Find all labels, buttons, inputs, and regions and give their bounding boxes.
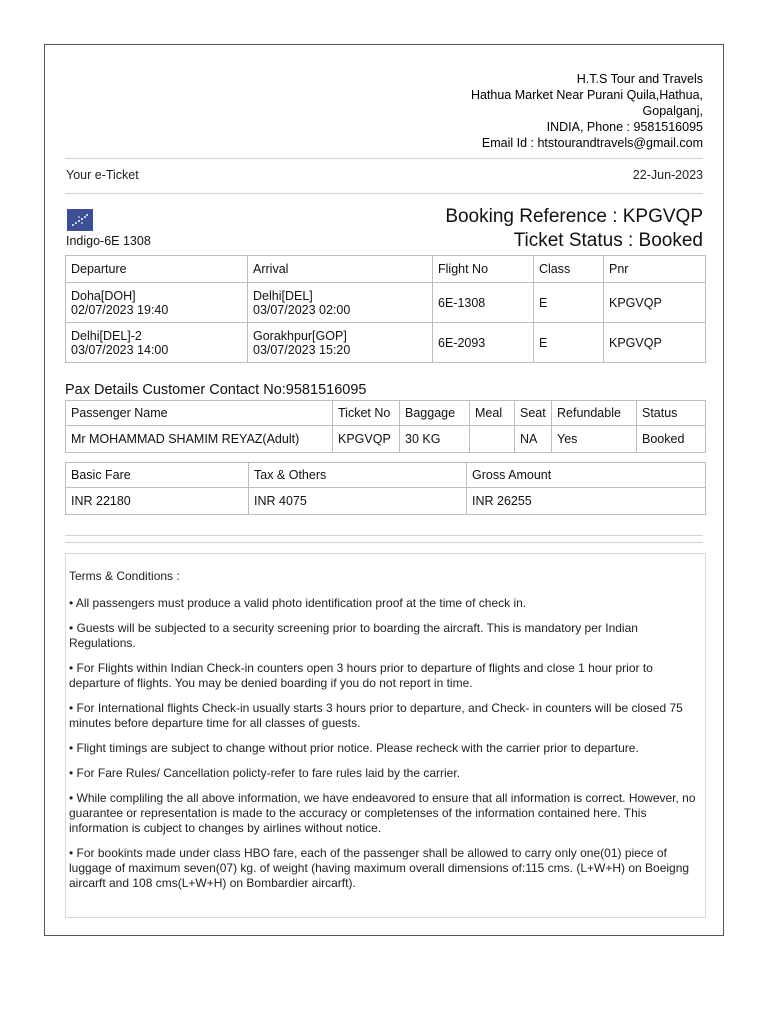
pax-details-title: Pax Details Customer Contact No:9581516095 [65, 382, 367, 398]
table-row [66, 488, 706, 515]
terms-and-conditions [65, 553, 706, 918]
column-header: Gross Amount [467, 463, 706, 488]
arrival-place: Gorakhpur[GOP] [253, 328, 347, 343]
seat: NA [515, 426, 552, 453]
arrival-place: Delhi[DEL] [253, 288, 313, 303]
column-header: Status [637, 401, 706, 426]
agency-address-line-1: Hathua Market Near Purani Quila,Hathua, [470, 88, 703, 102]
column-header: Ticket No [333, 401, 400, 426]
column-header: Seat [515, 401, 552, 426]
agency-name: H.T.S Tour and Travels [576, 72, 703, 86]
table-header-row [66, 463, 706, 488]
column-header: Class [534, 256, 604, 283]
terms-item: • While compliling the all above information, we have endeavored to ensure that all information is correct. However, no guarantee or representation is made to the accuracy or completenses of the information contained here. This information is cubject to changes by airlines without notice. [69, 791, 696, 835]
terms-item: • For International flights Check-in usually starts 3 hours prior to departure, and Check- in counters will be closed 75 minutes before departure time for all classes of guests. [69, 701, 683, 730]
indigo-logo-icon [67, 209, 93, 231]
arrival-time: 03/07/2023 02:00 [253, 302, 351, 317]
departure-place: Doha[DOH] [71, 288, 136, 303]
divider [65, 158, 703, 159]
agency-address-line-3: INDIA, Phone : 9581516095 [546, 120, 703, 134]
agency-address-line-2: Gopalganj, [642, 104, 703, 118]
arrival-cell [248, 323, 433, 363]
divider [65, 193, 703, 194]
basic-fare: INR 22180 [66, 488, 249, 515]
column-header: Basic Fare [66, 463, 249, 488]
baggage: 30 KG [400, 426, 470, 453]
column-header: Meal [470, 401, 515, 426]
gross-amount: INR 26255 [467, 488, 706, 515]
table-row [66, 426, 706, 453]
terms-title: Terms & Conditions : [69, 569, 180, 583]
agency-details [471, 71, 703, 151]
ticket-status: Ticket Status : Booked [513, 230, 703, 251]
arrival-cell [248, 283, 433, 323]
departure-place: Delhi[DEL]-2 [71, 328, 142, 343]
e-ticket-page [44, 44, 724, 936]
table-header-row [66, 256, 706, 283]
column-header: Arrival [248, 256, 433, 283]
eticket-label: Your e-Ticket [66, 168, 139, 182]
terms-item: • Guests will be subjected to a security screening prior to boarding the aircraft. This is mandatory per Indian Regulations. [69, 621, 638, 650]
booking-summary [445, 205, 703, 253]
terms-item: • Flight timings are subject to change without prior notice. Please recheck with the carrier prior to departure. [69, 741, 639, 755]
terms-item: • For Flights within Indian Check-in counters open 3 hours prior to departure of flights and close 1 hour prior to departure of flights. You may be denied boarding if you do not report in time. [69, 661, 653, 690]
column-header: Pnr [604, 256, 706, 283]
column-header: Passenger Name [66, 401, 333, 426]
column-header: Refundable [552, 401, 637, 426]
ticket-date: 22-Jun-2023 [632, 168, 703, 182]
departure-time: 03/07/2023 14:00 [71, 342, 169, 357]
departure-cell [66, 283, 248, 323]
column-header: Baggage [400, 401, 470, 426]
travel-class: E [534, 323, 604, 363]
travel-class: E [534, 283, 604, 323]
divider [65, 535, 703, 536]
terms-item: • For bookints made under class HBO fare, each of the passenger shall be allowed to carry only one(01) piece of luggage of maximum seven(07) kg. of weight (having maximum overall dimensions of:115 cms. (L+W+H) on Boeigng aircarft and 108 cms(L+W+H) on Bombardier aircarft). [69, 846, 690, 890]
passenger-name: Mr MOHAMMAD SHAMIM REYAZ(Adult) [66, 426, 333, 453]
tax-and-others: INR 4075 [249, 488, 467, 515]
column-header: Flight No [433, 256, 534, 283]
booking-status: Booked [637, 426, 706, 453]
pnr: KPGVQP [604, 323, 706, 363]
eticket-header [66, 168, 703, 182]
booking-reference: Booking Reference : KPGVQP [445, 206, 703, 227]
flight-number: 6E-2093 [433, 323, 534, 363]
pnr: KPGVQP [604, 283, 706, 323]
flight-number: 6E-1308 [433, 283, 534, 323]
departure-time: 02/07/2023 19:40 [71, 302, 169, 317]
arrival-time: 03/07/2023 15:20 [253, 342, 351, 357]
terms-item: • For Fare Rules/ Cancellation policty-refer to fare rules laid by the carrier. [69, 766, 461, 780]
agency-email: Email Id : htstourandtravels@gmail.com [481, 136, 703, 150]
terms-item: • All passengers must produce a valid photo identification proof at the time of check in. [69, 596, 527, 610]
table-header-row [66, 401, 706, 426]
divider [65, 542, 703, 543]
table-row [66, 283, 706, 323]
airline-flight: Indigo-6E 1308 [66, 234, 151, 248]
passenger-table [65, 400, 706, 453]
departure-cell [66, 323, 248, 363]
table-row [66, 323, 706, 363]
fare-table [65, 462, 706, 515]
column-header: Departure [66, 256, 248, 283]
flights-table [65, 255, 706, 363]
column-header: Tax & Others [249, 463, 467, 488]
meal [470, 426, 515, 453]
refundable: Yes [552, 426, 637, 453]
ticket-number: KPGVQP [333, 426, 400, 453]
